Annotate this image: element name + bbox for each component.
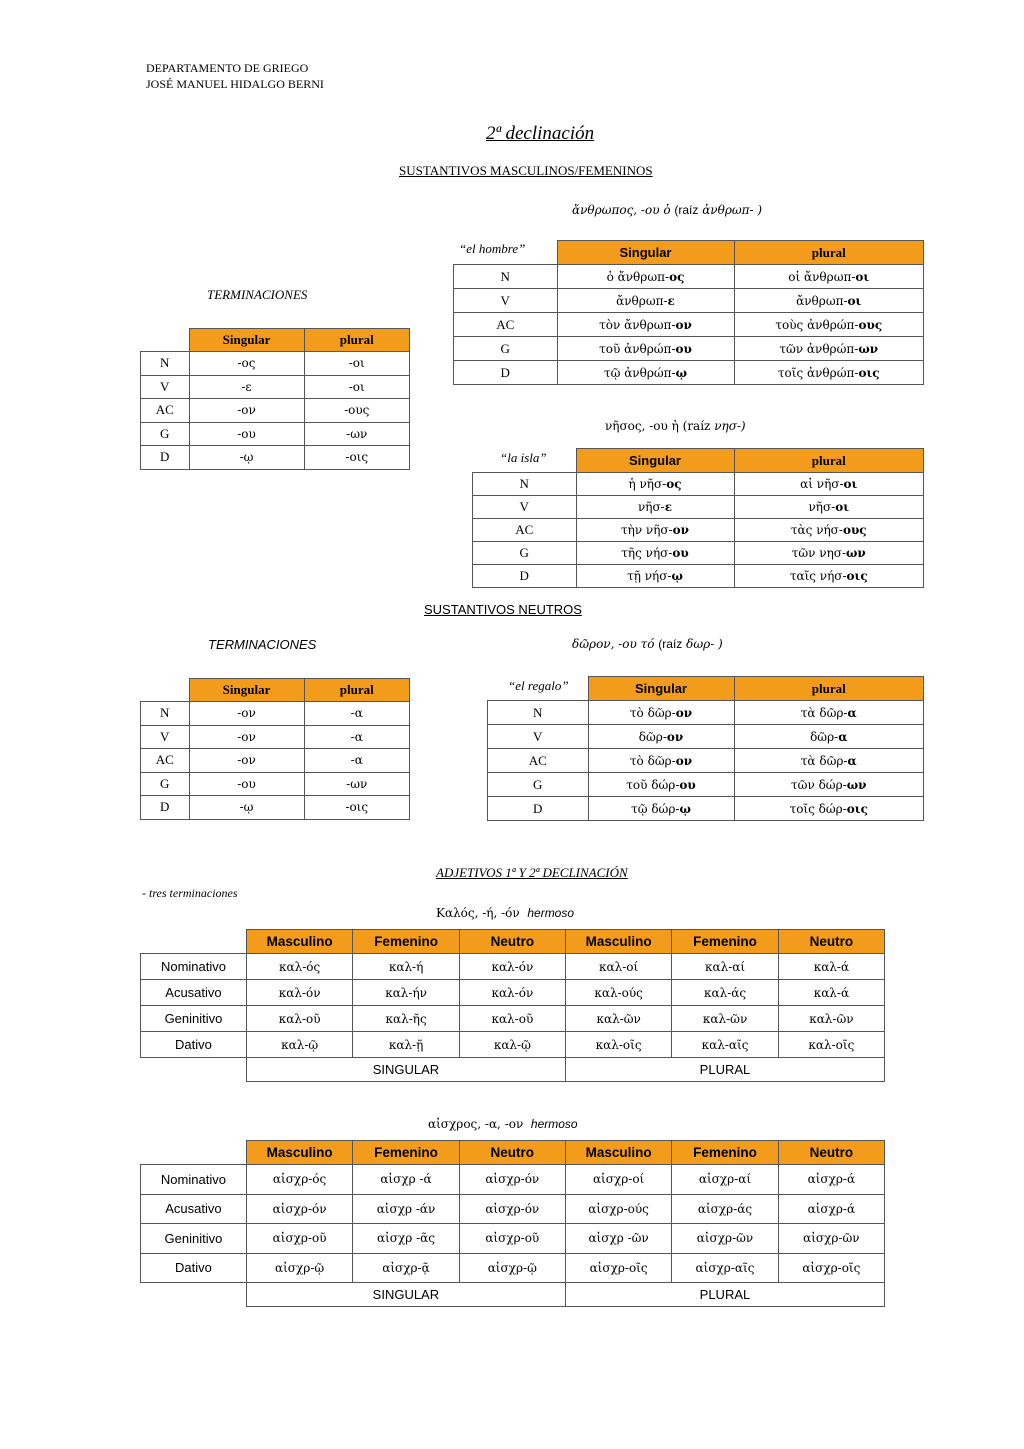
- form-stem: τῶν νησ-: [791, 546, 846, 560]
- adj-form: αἰσχρ-ῶν: [778, 1224, 884, 1254]
- case-name: Dativo: [141, 1253, 247, 1283]
- form-ending: ον: [675, 705, 693, 720]
- aischros-gloss: hermoso: [530, 1117, 578, 1131]
- tres-terminaciones-label: - tres terminaciones: [142, 886, 238, 900]
- adj-case-row: [141, 1253, 885, 1283]
- singular-ending: -ον: [189, 399, 304, 423]
- singular-ending: -ον: [189, 725, 304, 749]
- adj-form: καλ-ῷ: [246, 1032, 352, 1058]
- gender-header: Neutro: [459, 930, 565, 954]
- anthropos-lemma-text: ἄνθρωπος, -ου ὁ: [572, 203, 671, 217]
- adj-form: καλ-ούς: [565, 980, 671, 1006]
- plural-form: [734, 773, 924, 797]
- form-stem: δῶρ-: [638, 729, 667, 744]
- form-ending: ον: [675, 753, 693, 768]
- case-row: [454, 289, 924, 313]
- form-stem: ταῖς νήσ-: [789, 569, 847, 583]
- form-stem: τὸ δῶρ-: [629, 753, 676, 768]
- form-stem: τὴν νῆσ-: [620, 523, 673, 537]
- adj-form: καλ-ός: [246, 954, 352, 980]
- form-ending: ον: [672, 523, 689, 537]
- plural-form: [734, 337, 924, 361]
- case-name: Acusativo: [141, 980, 247, 1006]
- gender-header: Femenino: [672, 1141, 778, 1165]
- kalos-table: [140, 929, 885, 1082]
- plural-ending: -α: [304, 702, 410, 726]
- nesos-lemma: [605, 419, 746, 433]
- gender-header: Neutro: [778, 1141, 884, 1165]
- case-name: Nominativo: [141, 1165, 247, 1195]
- form-stem: ἄνθρωπ-: [616, 293, 668, 308]
- form-stem: τῇ νήσ-: [627, 569, 672, 583]
- case-label: D: [473, 565, 577, 588]
- adj-form: καλ-οῦ: [246, 1006, 352, 1032]
- form-ending: οις: [846, 569, 868, 583]
- plural-form: [734, 265, 924, 289]
- singular-ending: -ου: [189, 422, 304, 446]
- terminaciones-label: TERMINACIONES: [207, 287, 308, 302]
- adj-form: καλ-ῆς: [353, 1006, 459, 1032]
- singular-form: [588, 749, 734, 773]
- singular-form: [557, 337, 734, 361]
- masc-fem-section-title: SUSTANTIVOS MASCULINOS/FEMENINOS: [399, 163, 653, 178]
- anthropos-raiz-word: (raíz: [674, 203, 699, 217]
- page-title: 2ª declinación: [486, 123, 595, 144]
- adj-form: καλ-όν: [459, 954, 565, 980]
- plural-ending: -ων: [304, 422, 410, 446]
- adj-form: αἰσχρ-οῖς: [778, 1253, 884, 1283]
- gender-header: Femenino: [672, 930, 778, 954]
- nesos-gloss: “la isla”: [500, 450, 547, 465]
- adj-form: αἰσχρ-ᾷ: [353, 1253, 459, 1283]
- case-row: [454, 337, 924, 361]
- ending-row: [141, 702, 410, 726]
- kalos-gloss: hermoso: [527, 906, 575, 920]
- doron-raiz-word: (raíz: [658, 637, 683, 651]
- case-label: G: [473, 542, 577, 565]
- singular-label: SINGULAR: [246, 1058, 565, 1082]
- case-name: Geninitivo: [141, 1006, 247, 1032]
- case-row: [488, 749, 924, 773]
- plural-ending: -α: [304, 725, 410, 749]
- plural-header: plural: [734, 449, 924, 473]
- plural-form: [734, 725, 924, 749]
- case-row: [473, 473, 924, 496]
- form-stem: ὁ ἄνθρωπ-: [606, 269, 670, 284]
- case-label: AC: [488, 749, 589, 773]
- aischros-lemma: [428, 1117, 578, 1131]
- form-ending: ε: [667, 293, 675, 308]
- adj-case-row: [141, 1194, 885, 1224]
- adj-form: αἰσχρ-αί: [672, 1165, 778, 1195]
- nesos-lemma-text: νῆσος, -ου ἡ (raíz: [605, 419, 711, 433]
- adj-form: καλ-οί: [565, 954, 671, 980]
- form-stem: τῶν δώρ-: [791, 777, 847, 792]
- singular-form: [588, 797, 734, 821]
- adj-form: αἰσχρ-όν: [246, 1194, 352, 1224]
- singular-ending: -ος: [189, 352, 304, 376]
- gender-header: Neutro: [778, 930, 884, 954]
- plural-ending: -οις: [304, 446, 410, 470]
- case-row: [454, 361, 924, 385]
- case-label: D: [488, 797, 589, 821]
- form-ending: οι: [843, 477, 858, 491]
- form-ending: ον: [666, 729, 684, 744]
- plural-form: [734, 701, 924, 725]
- singular-ending: -ον: [189, 749, 304, 773]
- case-name: Geninitivo: [141, 1224, 247, 1254]
- case-label: V: [141, 725, 190, 749]
- neuter-section-title: SUSTANTIVOS NEUTROS: [424, 602, 582, 617]
- singular-ending: -ῳ: [189, 446, 304, 470]
- doron-raiz: δωρ- ): [686, 637, 723, 651]
- doron-lemma: [572, 637, 723, 651]
- case-label: N: [488, 701, 589, 725]
- nesos-raiz: νησ-): [714, 419, 746, 433]
- singular-form: [576, 565, 734, 588]
- adj-form: αἰσχρ-αῖς: [672, 1253, 778, 1283]
- case-label: V: [473, 496, 577, 519]
- plural-ending: -οι: [304, 352, 410, 376]
- adj-form: αἰσχρ-ά: [778, 1194, 884, 1224]
- number-footer-row: [141, 1283, 885, 1307]
- anthropos-lemma: [572, 203, 762, 217]
- case-row: [454, 313, 924, 337]
- doron-table: [487, 676, 924, 821]
- case-row: [473, 542, 924, 565]
- aischros-table: [140, 1140, 885, 1307]
- form-ending: ος: [666, 477, 682, 491]
- plural-form: [734, 289, 924, 313]
- case-label: AC: [473, 519, 577, 542]
- case-label: D: [141, 796, 190, 820]
- form-ending: ου: [679, 777, 696, 792]
- case-label: G: [488, 773, 589, 797]
- number-footer-row: [141, 1058, 885, 1082]
- form-ending: ων: [858, 341, 879, 356]
- anthropos-table: [453, 240, 924, 385]
- case-label: D: [141, 446, 190, 470]
- form-ending: α: [847, 705, 857, 720]
- case-row: [473, 496, 924, 519]
- case-row: [488, 701, 924, 725]
- form-stem: τὰ δῶρ-: [800, 753, 848, 768]
- plural-form: [734, 361, 924, 385]
- form-stem: τοῦ δώρ-: [626, 777, 680, 792]
- gender-header: Masculino: [565, 1141, 671, 1165]
- form-ending: οις: [846, 801, 868, 816]
- form-ending: ους: [842, 523, 867, 537]
- masc-endings-table: [140, 328, 410, 470]
- form-ending: ων: [846, 777, 867, 792]
- form-stem: τῶν ἀνθρώπ-: [779, 341, 859, 356]
- adj-form: αἰσχρ-όν: [459, 1165, 565, 1195]
- form-ending: α: [847, 753, 857, 768]
- ending-row: [141, 749, 410, 773]
- form-stem: δῶρ-: [810, 729, 839, 744]
- adj-form: αἰσχρ -άν: [353, 1194, 459, 1224]
- adj-form: καλ-ῇ: [353, 1032, 459, 1058]
- department-line: DEPARTAMENTO DE GRIEGO: [146, 61, 309, 75]
- plural-header: plural: [304, 329, 410, 352]
- form-stem: οἱ ἄνθρωπ-: [788, 269, 856, 284]
- adj-form: καλ-οῖς: [565, 1032, 671, 1058]
- singular-header: Singular: [189, 679, 304, 702]
- form-ending: ον: [675, 317, 692, 332]
- plural-form: [734, 565, 924, 588]
- form-stem: τὰς νήσ-: [790, 523, 843, 537]
- adj-form: καλ-αί: [672, 954, 778, 980]
- singular-header: Singular: [189, 329, 304, 352]
- ending-row: [141, 375, 410, 399]
- neuter-endings-table: [140, 678, 410, 820]
- plural-form: [734, 473, 924, 496]
- adj-header-row: [141, 930, 885, 954]
- adj-header-row: [141, 1141, 885, 1165]
- anthropos-raiz: ἀνθρωπ- ): [702, 203, 763, 217]
- adj-form: καλ-ήν: [353, 980, 459, 1006]
- author-line: JOSÉ MANUEL HIDALGO BERNI: [146, 77, 324, 91]
- adj-case-row: [141, 1165, 885, 1195]
- adj-form: αἰσχρ-άς: [672, 1194, 778, 1224]
- adj-form: καλ-ῷ: [459, 1032, 565, 1058]
- adj-form: αἰσχρ-οῦ: [246, 1224, 352, 1254]
- form-stem: τῷ ἀνθρώπ-: [603, 365, 676, 380]
- form-ending: ους: [858, 317, 883, 332]
- singular-form: [576, 519, 734, 542]
- form-stem: τοῦ ἀνθρώπ-: [599, 341, 676, 356]
- singular-form: [557, 361, 734, 385]
- case-row: [473, 565, 924, 588]
- case-name: Dativo: [141, 1032, 247, 1058]
- plural-form: [734, 797, 924, 821]
- gender-header: Masculino: [246, 1141, 352, 1165]
- plural-ending: -οις: [304, 796, 410, 820]
- singular-label: SINGULAR: [246, 1283, 565, 1307]
- form-stem: τῷ δώρ-: [631, 801, 680, 816]
- plural-form: [734, 496, 924, 519]
- gender-header: Neutro: [459, 1141, 565, 1165]
- singular-form: [557, 313, 734, 337]
- case-row: [473, 519, 924, 542]
- form-ending: ου: [672, 546, 689, 560]
- plural-header: plural: [304, 679, 410, 702]
- case-name: Nominativo: [141, 954, 247, 980]
- adj-form: καλ-οῖς: [778, 1032, 884, 1058]
- adj-case-row: [141, 1006, 885, 1032]
- adj-case-row: [141, 980, 885, 1006]
- adj-form: καλ-ά: [778, 980, 884, 1006]
- singular-form: [557, 265, 734, 289]
- terminaciones-label-neuter: TERMINACIONES: [208, 637, 317, 652]
- gender-header: Femenino: [353, 930, 459, 954]
- form-stem: τοὺς ἀνθρώπ-: [775, 317, 859, 332]
- nesos-table: [472, 448, 924, 588]
- form-stem: τὸ δῶρ-: [629, 705, 676, 720]
- case-label: G: [141, 772, 190, 796]
- singular-form: [588, 725, 734, 749]
- form-ending: ων: [846, 546, 866, 560]
- ending-row: [141, 352, 410, 376]
- form-ending: οι: [855, 269, 870, 284]
- plural-form: [734, 542, 924, 565]
- case-label: N: [473, 473, 577, 496]
- singular-header: Singular: [588, 677, 734, 701]
- gender-header: Femenino: [353, 1141, 459, 1165]
- singular-form: [576, 496, 734, 519]
- adj-form: καλ-ή: [353, 954, 459, 980]
- form-ending: ου: [675, 341, 692, 356]
- adj-case-row: [141, 1032, 885, 1058]
- adjectives-section-title: ADJETIVOS 1ª Y 2ª DECLINACIÓN: [436, 865, 628, 880]
- case-row: [454, 265, 924, 289]
- plural-ending: -ων: [304, 772, 410, 796]
- case-label: G: [454, 337, 558, 361]
- adj-form: αἰσχρ-οῖς: [565, 1253, 671, 1283]
- adj-form: αἰσχρ-ῶν: [672, 1224, 778, 1254]
- case-name: Acusativo: [141, 1194, 247, 1224]
- form-ending: οι: [847, 293, 862, 308]
- case-label: V: [488, 725, 589, 749]
- form-ending: α: [838, 729, 848, 744]
- plural-header: plural: [734, 241, 924, 265]
- form-ending: οις: [858, 365, 880, 380]
- adj-form: καλ-όν: [459, 980, 565, 1006]
- singular-ending: -ον: [189, 702, 304, 726]
- case-label: AC: [141, 399, 190, 423]
- kalos-lemma-text: Καλός, -ή, -όν: [436, 906, 520, 920]
- adj-form: καλ-ῶν: [565, 1006, 671, 1032]
- doron-lemma-text: δῶρον, -ου τό: [572, 637, 655, 651]
- singular-form: [588, 773, 734, 797]
- singular-form: [588, 701, 734, 725]
- anthropos-gloss: “el hombre”: [459, 241, 526, 256]
- case-row: [488, 773, 924, 797]
- kalos-lemma: [436, 906, 574, 920]
- form-stem: τῆς νήσ-: [621, 546, 673, 560]
- adj-form: καλ-οῦ: [459, 1006, 565, 1032]
- case-label: D: [454, 361, 558, 385]
- adj-form: αἰσχρ-ῷ: [459, 1253, 565, 1283]
- plural-ending: -οι: [304, 375, 410, 399]
- adj-form: καλ-ῶν: [778, 1006, 884, 1032]
- adj-case-row: [141, 1224, 885, 1254]
- adj-form: αἰσχρ-οῦ: [459, 1224, 565, 1254]
- form-stem: τοῖς δώρ-: [789, 801, 847, 816]
- adj-form: καλ-ά: [778, 954, 884, 980]
- form-stem: τοῖς ἀνθρώπ-: [777, 365, 859, 380]
- ending-row: [141, 772, 410, 796]
- ending-row: [141, 399, 410, 423]
- form-ending: ος: [669, 269, 685, 284]
- ending-row: [141, 422, 410, 446]
- form-stem: τὸν ἄνθρωπ-: [599, 317, 676, 332]
- adj-form: αἰσχρ -ῶν: [565, 1224, 671, 1254]
- adj-form: καλ-όν: [246, 980, 352, 1006]
- adj-form: αἰσχρ -ά: [353, 1165, 459, 1195]
- gender-header: Masculino: [246, 930, 352, 954]
- plural-form: [734, 749, 924, 773]
- document-header: [146, 60, 324, 92]
- form-stem: τὰ δῶρ-: [800, 705, 848, 720]
- form-stem: νῆσ-: [808, 500, 836, 514]
- case-row: [488, 797, 924, 821]
- adj-form: αἰσχρ-ούς: [565, 1194, 671, 1224]
- plural-form: [734, 313, 924, 337]
- adj-form: αἰσχρ-όν: [459, 1194, 565, 1224]
- adj-form: καλ-ῶν: [672, 1006, 778, 1032]
- case-row: [488, 725, 924, 749]
- plural-label: PLURAL: [565, 1283, 884, 1307]
- adj-form: αἰσχρ-οί: [565, 1165, 671, 1195]
- ending-row: [141, 796, 410, 820]
- doron-gloss: “el regalo”: [508, 678, 569, 693]
- singular-form: [557, 289, 734, 313]
- form-stem: νῆσ-: [637, 500, 665, 514]
- form-ending: ῳ: [675, 365, 688, 380]
- case-label: N: [141, 702, 190, 726]
- form-stem: ἡ νῆσ-: [628, 477, 667, 491]
- case-label: N: [454, 265, 558, 289]
- plural-form: [734, 519, 924, 542]
- singular-ending: -ου: [189, 772, 304, 796]
- form-ending: ῳ: [679, 801, 691, 816]
- form-ending: ῳ: [671, 569, 683, 583]
- case-label: V: [454, 289, 558, 313]
- singular-form: [576, 473, 734, 496]
- singular-ending: -ῳ: [189, 796, 304, 820]
- form-ending: ε: [664, 500, 673, 514]
- singular-form: [576, 542, 734, 565]
- adj-form: καλ-αῖς: [672, 1032, 778, 1058]
- case-label: V: [141, 375, 190, 399]
- plural-ending: -ους: [304, 399, 410, 423]
- form-stem: ἄνθρωπ-: [796, 293, 848, 308]
- case-label: N: [141, 352, 190, 376]
- case-label: G: [141, 422, 190, 446]
- aischros-lemma-text: αἰσχρος, -α, -ον: [428, 1117, 524, 1131]
- adj-form: καλ-άς: [672, 980, 778, 1006]
- adj-form: αἰσχρ -ᾶς: [353, 1224, 459, 1254]
- plural-ending: -α: [304, 749, 410, 773]
- form-stem: αἱ νῆσ-: [800, 477, 844, 491]
- ending-row: [141, 725, 410, 749]
- plural-header: plural: [734, 677, 924, 701]
- ending-row: [141, 446, 410, 470]
- singular-ending: -ε: [189, 375, 304, 399]
- adj-case-row: [141, 954, 885, 980]
- singular-header: Singular: [557, 241, 734, 265]
- gender-header: Masculino: [565, 930, 671, 954]
- case-label: AC: [141, 749, 190, 773]
- adj-form: αἰσχρ-ῷ: [246, 1253, 352, 1283]
- adj-form: αἰσχρ-ός: [246, 1165, 352, 1195]
- case-label: AC: [454, 313, 558, 337]
- form-ending: οι: [835, 500, 850, 514]
- plural-label: PLURAL: [565, 1058, 884, 1082]
- singular-header: Singular: [576, 449, 734, 473]
- adj-form: αἰσχρ-ά: [778, 1165, 884, 1195]
